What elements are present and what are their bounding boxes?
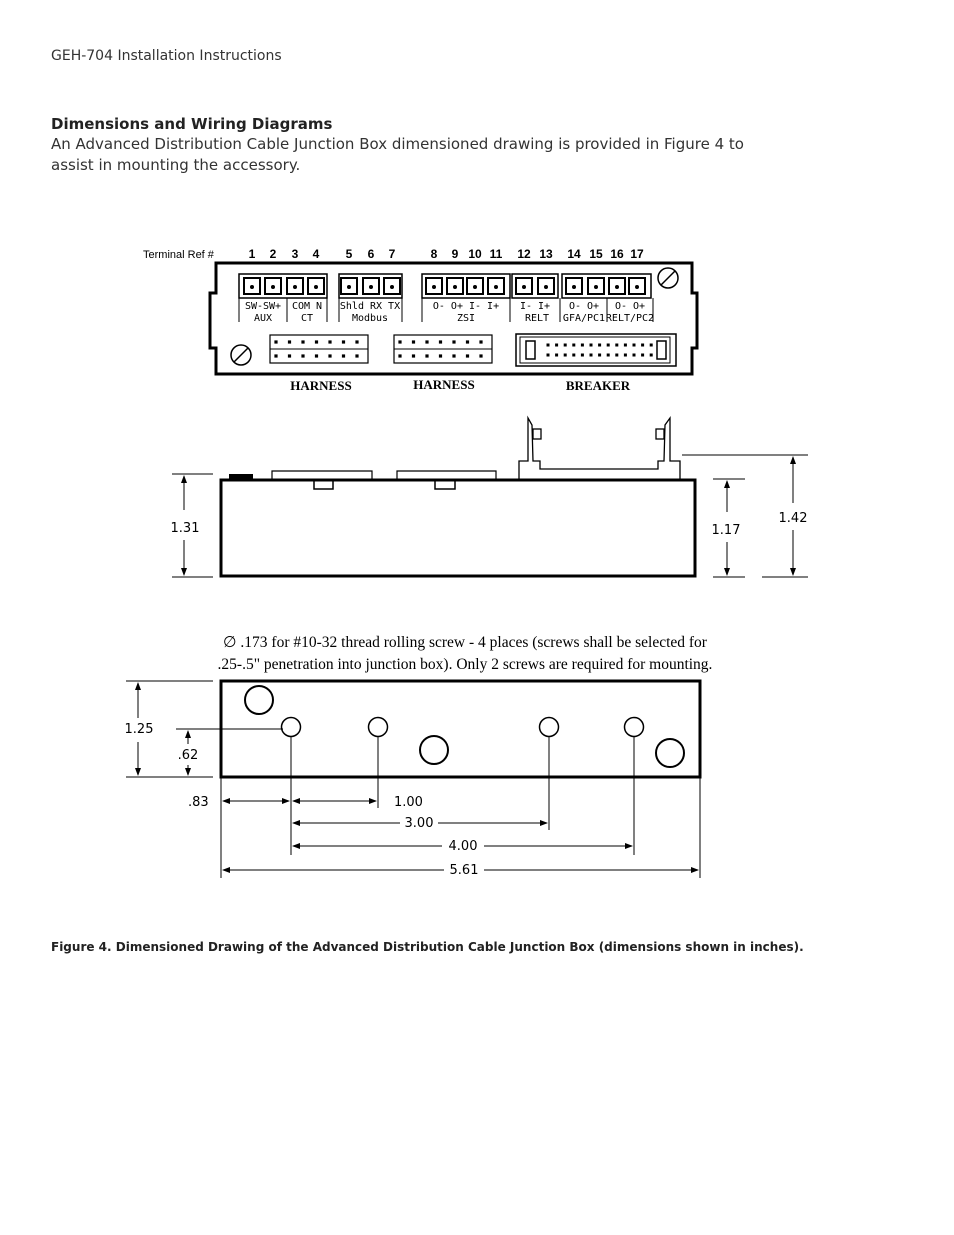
connector-pin — [581, 344, 584, 347]
connector-pin — [466, 340, 469, 343]
dim-offset-0-83: .83 — [188, 795, 209, 810]
side-view — [172, 418, 808, 577]
terminal-number: 15 — [589, 247, 603, 261]
connector-pin — [274, 354, 277, 357]
mounting-note-line2: .25-.5" penetration into junction box). Only 2 screws are required for mounting. — [217, 656, 713, 673]
pin-label-zsi: O- O+ I- I+ — [432, 301, 500, 312]
connector-pin — [633, 354, 636, 357]
group-label-zsi: ZSI — [456, 313, 476, 324]
connector-pin — [452, 340, 455, 343]
connector-pin — [479, 340, 482, 343]
dim-height-1-42: 1.42 — [778, 511, 808, 526]
terminal-number: 9 — [451, 247, 459, 261]
breaker-label: BREAKER — [565, 378, 631, 393]
connector-pin — [301, 354, 304, 357]
connector-pin — [641, 344, 644, 347]
terminal-screw-dot — [615, 285, 619, 289]
connector-pin — [439, 354, 442, 357]
connector-pin — [412, 354, 415, 357]
section-title: Dimensions and Wiring Diagrams — [51, 115, 333, 133]
terminal-screw-dot — [390, 285, 394, 289]
dim-depth-0-62: .62 — [177, 748, 199, 763]
terminal-number: 13 — [539, 247, 553, 261]
dim-depth-1-25: 1.25 — [124, 722, 154, 737]
connector-pin — [479, 354, 482, 357]
connector-pin — [342, 354, 345, 357]
terminal-screw-dot — [369, 285, 373, 289]
terminal-screw-dot — [522, 285, 526, 289]
pin-label-relt2: O- O+ — [614, 301, 646, 312]
dim-height-1-17: 1.17 — [711, 523, 741, 538]
connector-pin — [615, 354, 618, 357]
dim-height-1-31: 1.31 — [170, 521, 200, 536]
bottom-view — [126, 681, 700, 878]
connector-pin — [315, 354, 318, 357]
connector-pin — [439, 340, 442, 343]
connector-pin — [641, 354, 644, 357]
connector-pin — [355, 340, 358, 343]
terminal-number: 5 — [345, 247, 353, 261]
pin-label-relt: I- I+ — [519, 301, 551, 312]
pin-label-ct: COM N — [291, 301, 323, 312]
group-label-aux: AUX — [253, 313, 273, 324]
pin-label-gfa: O- O+ — [568, 301, 600, 312]
dim-spacing-1-00: 1.00 — [394, 795, 423, 810]
terminal-number: 10 — [468, 247, 482, 261]
terminal-number: 8 — [430, 247, 438, 261]
connector-pin — [547, 344, 550, 347]
terminal-number: 4 — [312, 247, 320, 261]
terminal-screw-dot — [544, 285, 548, 289]
terminal-screw-dot — [473, 285, 477, 289]
group-label-gfa: GFA/PC1 — [562, 313, 606, 324]
connector-pin — [564, 354, 567, 357]
pin-label-aux: SW-SW+ — [244, 301, 282, 312]
terminal-number: 1 — [248, 247, 256, 261]
dim-spacing-3-00: 3.00 — [404, 816, 434, 831]
connector-pin — [590, 354, 593, 357]
terminal-screw-dot — [453, 285, 457, 289]
dim-length-5-61: 5.61 — [449, 863, 479, 878]
connector-pin — [598, 344, 601, 347]
connector-pin — [398, 354, 401, 357]
connector-pin — [581, 354, 584, 357]
harness-label-2: HARNESS — [413, 377, 475, 392]
terminal-screw-dot — [250, 285, 254, 289]
terminal-number: 2 — [269, 247, 277, 261]
connector-pin — [398, 340, 401, 343]
connector-pin — [572, 344, 575, 347]
connector-pin — [607, 344, 610, 347]
group-label-modbus: Modbus — [351, 313, 389, 324]
terminal-number: 14 — [567, 247, 581, 261]
connector-pin — [624, 344, 627, 347]
group-label-ct: CT — [300, 313, 314, 324]
group-label-relt2: RELT/PC2 — [605, 313, 655, 324]
terminal-screw-dot — [293, 285, 297, 289]
terminal-screw-dot — [635, 285, 639, 289]
connector-pin — [288, 354, 291, 357]
terminal-screw-dot — [494, 285, 498, 289]
connector-pin — [615, 344, 618, 347]
terminal-number: 3 — [291, 247, 299, 261]
terminal-number: 6 — [367, 247, 375, 261]
figure-caption: Figure 4. Dimensioned Drawing of the Advanced Distribution Cable Junction Box (dimensions shown in inches). — [51, 940, 804, 954]
connector-pin — [555, 354, 558, 357]
section-body: An Advanced Distribution Cable Junction Box dimensioned drawing is provided in Figure 4 to assist in mounting the accessory. — [51, 135, 744, 174]
mounting-note-line1: ∅ .173 for #10-32 thread rolling screw - 4 places (screws shall be selected for — [223, 634, 707, 651]
terminal-number: 7 — [388, 247, 396, 261]
connector-pin — [633, 344, 636, 347]
terminal-numbers — [249, 247, 644, 261]
connector-pin — [650, 354, 653, 357]
connector-pin — [288, 340, 291, 343]
terminal-screw-dot — [347, 285, 351, 289]
terminal-screw-dot — [314, 285, 318, 289]
terminal-screw-dot — [572, 285, 576, 289]
pin-label-modbus: Shld RX TX — [339, 301, 401, 312]
terminal-screw-dot — [271, 285, 275, 289]
connector-pin — [452, 354, 455, 357]
connector-pin — [607, 354, 610, 357]
group-label-relt: RELT — [524, 313, 550, 324]
connector-pin — [301, 340, 304, 343]
terminal-screw-row — [244, 278, 645, 294]
connector-pin — [624, 354, 627, 357]
terminal-number: 11 — [489, 247, 503, 261]
terminal-number: 12 — [517, 247, 531, 261]
connector-pin — [572, 354, 575, 357]
connector-pin — [590, 344, 593, 347]
connector-pin — [598, 354, 601, 357]
connector-pin — [547, 354, 550, 357]
connector-pin — [425, 340, 428, 343]
harness-label-1: HARNESS — [290, 378, 352, 393]
connector-pin — [328, 354, 331, 357]
document-header: GEH-704 Installation Instructions — [51, 48, 282, 64]
connector-pin — [315, 340, 318, 343]
connector-pin — [466, 354, 469, 357]
connector-pin — [425, 354, 428, 357]
dim-spacing-4-00: 4.00 — [448, 839, 478, 854]
connector-pin — [355, 354, 358, 357]
connector-pin — [650, 344, 653, 347]
connector-pin — [412, 340, 415, 343]
terminal-screw-dot — [594, 285, 598, 289]
connector-pin — [564, 344, 567, 347]
terminal-screw-dot — [432, 285, 436, 289]
terminal-number: 17 — [630, 247, 644, 261]
connector-pin — [555, 344, 558, 347]
connector-pin — [274, 340, 277, 343]
terminal-number: 16 — [610, 247, 624, 261]
terminal-ref-label: Terminal Ref # — [143, 249, 214, 261]
connector-pin — [342, 340, 345, 343]
connector-pin — [328, 340, 331, 343]
